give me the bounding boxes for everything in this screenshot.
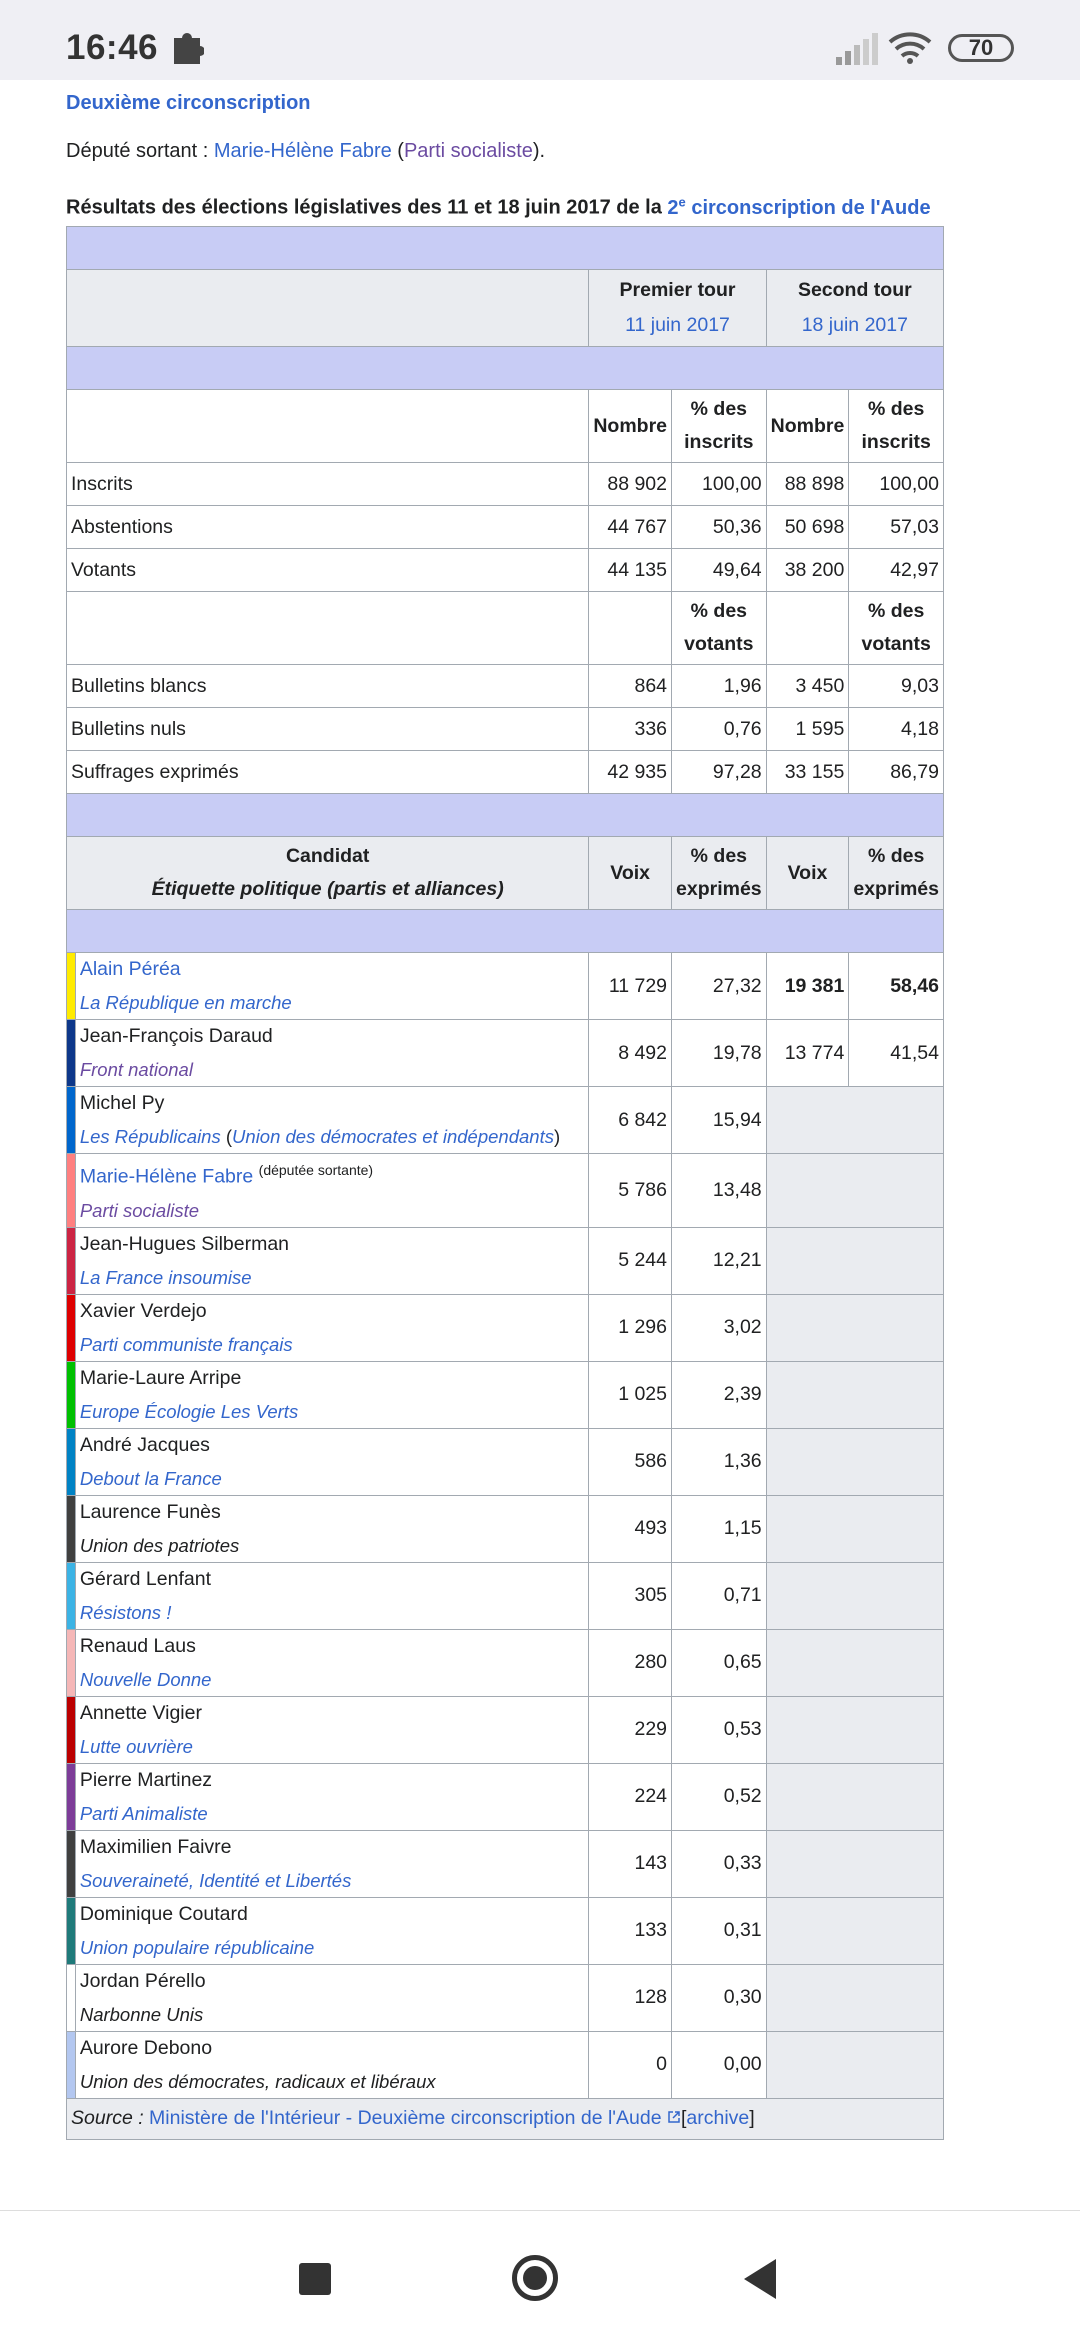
candidate-name-line (80, 1429, 585, 1462)
candidate-cell (75, 1830, 589, 1897)
stat-p2: 57,03 (849, 506, 944, 549)
party-label[interactable]: Les Républicains (79, 1126, 221, 1147)
party-color-bar (67, 2031, 76, 2098)
candidate-name-line (80, 1020, 585, 1053)
party-line (80, 1596, 585, 1629)
round2-eliminated (766, 1629, 943, 1696)
candidate-name: Dominique Coutard (79, 1902, 248, 1925)
candidate-name: Renaud Laus (79, 1634, 196, 1657)
stat-n1: 42 935 (589, 751, 672, 794)
party-label[interactable]: Europe Écologie Les Verts (79, 1400, 299, 1422)
external-link-icon (667, 2110, 681, 2124)
party-label: Narbonne Unis (79, 2003, 204, 2025)
circonscription-link-sup: e (678, 194, 686, 209)
candidate-row (67, 1562, 944, 1629)
party-label[interactable]: Parti socialiste (79, 1199, 200, 1221)
party-color-bar (67, 1897, 76, 1964)
stat-n2: 33 155 (766, 751, 849, 794)
stat-label: Abstentions (67, 506, 589, 549)
table-separator (67, 794, 944, 837)
candidate-row (67, 1495, 944, 1562)
round2-eliminated (766, 2031, 943, 2098)
section-heading: Deuxième circonscription (66, 92, 311, 114)
party-line (80, 1730, 585, 1763)
back-button[interactable] (744, 2259, 776, 2299)
round2-eliminated (766, 1763, 943, 1830)
round2-eliminated (766, 1964, 943, 2031)
party-color-bar (67, 1227, 76, 1294)
candidate-cell (75, 1897, 589, 1964)
party-label[interactable]: Debout la France (79, 1467, 222, 1489)
candidate-note: (députée sortante) (258, 1162, 374, 1178)
votes-round1: 5 244 (589, 1227, 672, 1294)
stat-p1: 49,64 (672, 549, 767, 592)
results-table (66, 226, 944, 2140)
stat-n2: 3 450 (766, 665, 849, 708)
stat-p2: 4,18 (849, 708, 944, 751)
round2-eliminated (766, 1696, 943, 1763)
votes-round1: 6 842 (589, 1087, 672, 1154)
recent-apps-button[interactable] (299, 2263, 331, 2295)
party-color-bar (67, 1562, 76, 1629)
party-line (80, 1120, 585, 1153)
table-separator (67, 347, 944, 390)
pct-round1: 0,53 (672, 1696, 767, 1763)
round2-eliminated (766, 1495, 943, 1562)
candidate-name-line (80, 1630, 585, 1663)
candidate-cell (75, 1020, 589, 1087)
stat-n1: 44 135 (589, 549, 672, 592)
candidate-name: Gérard Lenfant (79, 1567, 211, 1590)
candidate-cell (75, 1562, 589, 1629)
candidate-name-line (80, 1563, 585, 1596)
stat-p2: 100,00 (849, 463, 944, 506)
candidate-name: Xavier Verdejo (79, 1299, 207, 1322)
round1-header (589, 270, 766, 347)
party-color-bar (67, 1830, 76, 1897)
ballot-row (67, 708, 944, 751)
archive-link[interactable]: archive (686, 2107, 750, 2129)
candidate-name-line (80, 1295, 585, 1328)
candidate-cell (75, 1154, 589, 1228)
round2-eliminated (766, 1154, 943, 1228)
deputy-link[interactable]: Marie-Hélène Fabre (213, 140, 392, 162)
stat-row (67, 506, 944, 549)
party-line (80, 1395, 585, 1428)
party-line (80, 1462, 585, 1495)
stat-n1: 88 902 (589, 463, 672, 506)
candidate-cell (75, 1361, 589, 1428)
pct-round1: 0,00 (672, 2031, 767, 2098)
deputy-party-link[interactable]: Parti socialiste (403, 140, 533, 162)
votes-round1: 133 (589, 1897, 672, 1964)
candidate-cell (75, 2031, 589, 2098)
party-label[interactable]: Front national (79, 1059, 193, 1080)
pct-round1: 19,78 (672, 1020, 767, 1087)
col-pct-inscrits-1: % des inscrits (672, 390, 767, 463)
candidate-name: Pierre Martinez (79, 1768, 213, 1791)
candidate-name-line (80, 2032, 585, 2065)
votes-round1: 586 (589, 1428, 672, 1495)
party-color-bar (67, 1087, 76, 1154)
pct-round1: 12,21 (672, 1227, 767, 1294)
candidate-name-line (80, 953, 585, 986)
party-label[interactable]: La France insoumise (79, 1266, 252, 1288)
source-link[interactable]: Ministère de l'Intérieur - Deuxième circonscription de l'Aude (149, 2107, 662, 2129)
party-line (80, 1864, 585, 1897)
pct-round1: 13,48 (672, 1154, 767, 1228)
candidate-name-line (80, 1362, 585, 1395)
deputy-close-paren: ). (532, 140, 546, 162)
candidate-row (67, 953, 944, 1020)
candidate-name[interactable]: Marie-Hélène Fabre (79, 1165, 254, 1188)
candidate-row (67, 1696, 944, 1763)
party-label[interactable]: Souveraineté, Identité et Libertés (79, 1869, 352, 1891)
party-label[interactable]: Parti communiste français (79, 1333, 293, 1355)
archive-bracket-close: ] (749, 2107, 755, 2129)
votes-round2: 19 381 (766, 953, 849, 1020)
round2-title: Second tour (797, 279, 912, 301)
stat-n1: 336 (589, 708, 672, 751)
pct-round1: 0,31 (672, 1897, 767, 1964)
party-color-bar (67, 1495, 76, 1562)
col-nombre-1: Nombre (589, 390, 672, 463)
circonscription-link-number: 2 (667, 196, 679, 219)
pct-round1: 0,30 (672, 1964, 767, 2031)
party-line (80, 1998, 585, 2031)
stat-label: Votants (67, 549, 589, 592)
votes-round1: 1 025 (589, 1361, 672, 1428)
votants-header-empty-1 (589, 592, 672, 665)
candidate-row (67, 1020, 944, 1087)
party-extra-link[interactable]: Union des démocrates et indépendants (232, 1126, 554, 1147)
round2-eliminated (766, 1294, 943, 1361)
party-label[interactable]: Union populaire républicaine (79, 1936, 315, 1958)
home-button[interactable] (512, 2255, 558, 2301)
party-color-bar (67, 1629, 76, 1696)
source-label: Source : (71, 2107, 150, 2129)
candidate-name-line (80, 1697, 585, 1730)
source-cell (67, 2098, 944, 2139)
candidates-header-row (67, 837, 944, 910)
stat-n2: 38 200 (766, 549, 849, 592)
candidate-cell (75, 1629, 589, 1696)
candidate-cell (75, 1696, 589, 1763)
votes-round1: 305 (589, 1562, 672, 1629)
pct-round1: 0,33 (672, 1830, 767, 1897)
candidate-cell (75, 1763, 589, 1830)
round2-date-link[interactable]: 18 juin 2017 (801, 314, 908, 336)
votes-round1: 224 (589, 1763, 672, 1830)
outgoing-deputy-line (66, 140, 545, 163)
party-color-bar (67, 1964, 76, 2031)
votes-round1: 128 (589, 1964, 672, 2031)
candidate-row (67, 1154, 944, 1228)
votes-round1: 0 (589, 2031, 672, 2098)
ballot-row (67, 665, 944, 708)
candidate-cell (75, 1428, 589, 1495)
party-line (80, 1194, 585, 1227)
candidate-name-line (80, 1831, 585, 1864)
candidate-name: Jean-Hugues Silberman (79, 1232, 290, 1255)
archive-bracket-open: [ (680, 2107, 687, 2129)
stat-p1: 50,36 (672, 506, 767, 549)
col-candidat: Candidat (285, 845, 370, 867)
candidate-cell (75, 953, 589, 1020)
deputy-prefix: Député sortant : (66, 140, 214, 162)
circonscription-link[interactable] (667, 194, 931, 219)
party-line (80, 1797, 585, 1830)
pct-round2: 41,54 (849, 1020, 944, 1087)
stat-n2: 50 698 (766, 506, 849, 549)
candidate-row (67, 1087, 944, 1154)
stat-label: Bulletins nuls (67, 708, 589, 751)
candidate-name: Marie-Laure Arripe (79, 1366, 242, 1389)
stat-label: Inscrits (67, 463, 589, 506)
votes-round1: 229 (589, 1696, 672, 1763)
party-color-bar (67, 1763, 76, 1830)
candidate-row (67, 1830, 944, 1897)
round2-eliminated (766, 1087, 943, 1154)
party-line (80, 1328, 585, 1361)
party-line (80, 986, 585, 1019)
pct-round1: 1,15 (672, 1495, 767, 1562)
candidate-name: Laurence Funès (79, 1500, 221, 1523)
party-extra-close: ) (553, 1126, 561, 1147)
candidate-cell (75, 1227, 589, 1294)
candidate-row (67, 1964, 944, 2031)
col-pct-exprimes-2: % des exprimés (849, 837, 944, 910)
col-etiquette: Étiquette politique (partis et alliances) (151, 878, 504, 900)
votes-round1: 493 (589, 1495, 672, 1562)
stat-label: Bulletins blancs (67, 665, 589, 708)
candidate-row (67, 1763, 944, 1830)
stat-p2: 42,97 (849, 549, 944, 592)
party-color-bar (67, 1428, 76, 1495)
votes-round1: 5 786 (589, 1154, 672, 1228)
pct-round1: 0,52 (672, 1763, 767, 1830)
wifi-icon (888, 30, 932, 64)
round2-eliminated (766, 1830, 943, 1897)
stat-p1: 100,00 (672, 463, 767, 506)
round2-eliminated (766, 1897, 943, 1964)
candidate-name-line (80, 1087, 585, 1120)
round2-eliminated (766, 1227, 943, 1294)
round2-eliminated (766, 1361, 943, 1428)
rounds-header-empty (67, 270, 589, 347)
puzzle-notification-icon (170, 28, 204, 66)
party-color-bar (67, 1020, 76, 1087)
candidate-name-line (80, 1228, 585, 1261)
caption-text: Résultats des élections législatives des 11 et 18 juin 2017 de la (66, 196, 668, 219)
candidate-name-line (80, 1496, 585, 1529)
party-line (80, 1529, 585, 1562)
stats-header-row (67, 390, 944, 463)
rounds-header-row (67, 270, 944, 347)
candidate-name-line (80, 1898, 585, 1931)
stat-p2: 9,03 (849, 665, 944, 708)
stat-n2: 1 595 (766, 708, 849, 751)
votants-header-empty (67, 592, 589, 665)
round2-header (766, 270, 943, 347)
stat-row (67, 463, 944, 506)
pct-round2: 58,46 (849, 953, 944, 1020)
status-time: 16:46 (66, 28, 159, 67)
stat-p1: 1,96 (672, 665, 767, 708)
table-caption (66, 194, 931, 220)
stat-n1: 864 (589, 665, 672, 708)
candidate-cell (75, 1495, 589, 1562)
votes-round2: 13 774 (766, 1020, 849, 1087)
party-label: Union des patriotes (79, 1534, 240, 1556)
pct-round1: 2,39 (672, 1361, 767, 1428)
party-line (80, 1053, 585, 1086)
votes-round1: 143 (589, 1830, 672, 1897)
party-color-bar (67, 1696, 76, 1763)
candidate-cell (75, 1087, 589, 1154)
party-color-bar (67, 1361, 76, 1428)
battery-icon (948, 34, 1014, 62)
col-nombre-2: Nombre (766, 390, 849, 463)
round1-title: Premier tour (619, 279, 736, 301)
candidate-name-line (80, 1764, 585, 1797)
party-color-bar (67, 953, 76, 1020)
candidate-row (67, 1361, 944, 1428)
candidate-row (67, 1629, 944, 1696)
party-label[interactable]: Parti Animaliste (79, 1802, 208, 1824)
party-label: Union des démocrates, radicaux et libéraux (79, 2070, 436, 2092)
candidate-cell (75, 1964, 589, 2031)
candidate-row (67, 1294, 944, 1361)
ballot-row (67, 751, 944, 794)
candidate-name: Maximilien Faivre (79, 1835, 232, 1858)
candidate-row (67, 1227, 944, 1294)
round2-eliminated (766, 1428, 943, 1495)
stats-header-empty (67, 390, 589, 463)
party-label[interactable]: Nouvelle Donne (79, 1668, 212, 1690)
circonscription-link-text: circonscription de l'Aude (685, 196, 931, 219)
votes-round1: 11 729 (589, 953, 672, 1020)
candidate-row (67, 1428, 944, 1495)
party-label[interactable]: La République en marche (79, 992, 292, 1013)
votants-header-empty-2 (766, 592, 849, 665)
candidate-name: Michel Py (79, 1092, 165, 1114)
candidate-row (67, 2031, 944, 2098)
signal-icon (836, 33, 878, 65)
col-pct-exprimes-1: % des exprimés (672, 837, 767, 910)
stat-n2: 88 898 (766, 463, 849, 506)
col-voix-1: Voix (589, 837, 672, 910)
battery-level: 70 (968, 35, 994, 60)
party-line (80, 1931, 585, 1964)
candidate-name: Annette Vigier (79, 1701, 202, 1724)
source-row (67, 2098, 944, 2139)
table-separator (67, 910, 944, 953)
candidate-name: Jean-François Daraud (79, 1025, 273, 1047)
party-label[interactable]: Résistons ! (79, 1601, 172, 1623)
stat-label: Suffrages exprimés (67, 751, 589, 794)
col-pct-inscrits-2: % des inscrits (849, 390, 944, 463)
col-voix-2: Voix (766, 837, 849, 910)
candidate-name-line (80, 1965, 585, 1998)
pct-round1: 15,94 (672, 1087, 767, 1154)
pct-round1: 0,65 (672, 1629, 767, 1696)
party-line (80, 1663, 585, 1696)
candidate-name: Aurore Debono (79, 2036, 213, 2059)
votes-round1: 8 492 (589, 1020, 672, 1087)
stat-p1: 97,28 (672, 751, 767, 794)
pct-round1: 27,32 (672, 953, 767, 1020)
stat-n1: 44 767 (589, 506, 672, 549)
party-color-bar (67, 1154, 76, 1228)
round2-eliminated (766, 1562, 943, 1629)
votes-round1: 280 (589, 1629, 672, 1696)
status-bar (0, 0, 1080, 80)
votants-header-row (67, 592, 944, 665)
deputy-open-paren: ( (391, 140, 404, 162)
android-navigation-bar (0, 2210, 1080, 2341)
col-pct-votants-1: % des votants (672, 592, 767, 665)
col-pct-votants-2: % des votants (849, 592, 944, 665)
stat-p2: 86,79 (849, 751, 944, 794)
party-color-bar (67, 1294, 76, 1361)
party-line (80, 1261, 585, 1294)
candidate-name: André Jacques (79, 1433, 210, 1456)
party-line (80, 2065, 585, 2098)
stat-p1: 0,76 (672, 708, 767, 751)
votes-round1: 1 296 (589, 1294, 672, 1361)
table-separator (67, 227, 944, 270)
candidate-name: Jordan Pérello (79, 1969, 206, 1992)
pct-round1: 3,02 (672, 1294, 767, 1361)
pct-round1: 0,71 (672, 1562, 767, 1629)
party-extra-open: ( (220, 1126, 233, 1147)
stat-row (67, 549, 944, 592)
round1-date-link[interactable]: 11 juin 2017 (625, 314, 730, 336)
candidate-name[interactable]: Alain Péréa (79, 958, 181, 980)
candidate-cell (75, 1294, 589, 1361)
candidate-name-line (80, 1154, 585, 1194)
party-label[interactable]: Lutte ouvrière (79, 1735, 193, 1757)
candidate-row (67, 1897, 944, 1964)
pct-round1: 1,36 (672, 1428, 767, 1495)
candidate-column-header (67, 837, 589, 910)
